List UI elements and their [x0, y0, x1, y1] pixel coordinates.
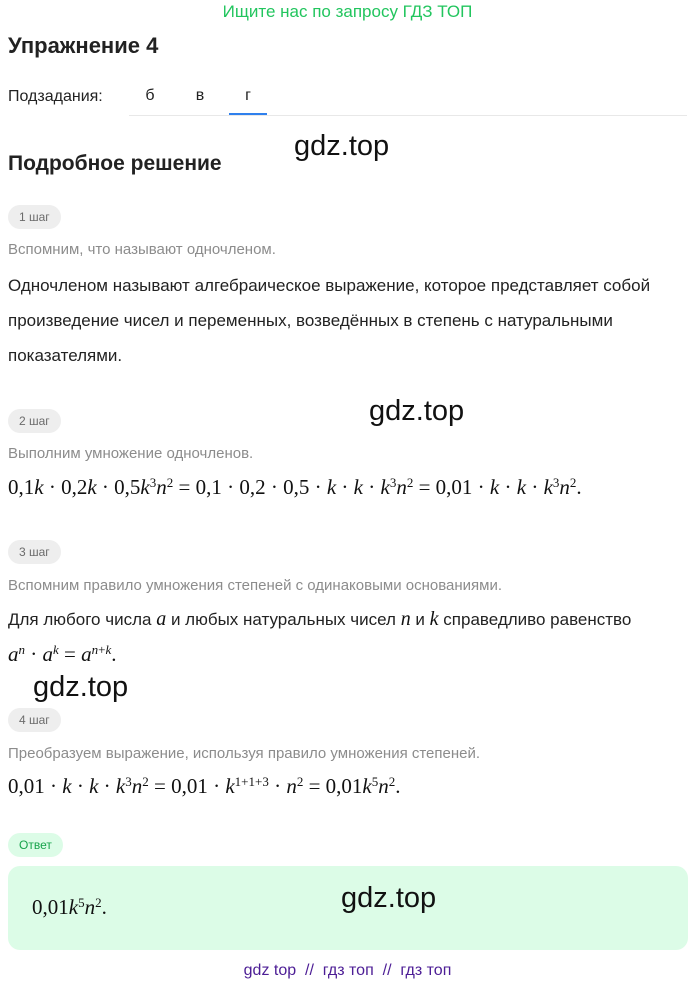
search-banner: Ищите нас по запросу ГДЗ ТОП: [222, 2, 473, 21]
step-hint: Вспомним правило умножения степеней с одинаковыми основаниями.: [8, 577, 502, 594]
answer-value: $0,01k^5n^2$.: [32, 894, 107, 919]
watermark: gdz.top: [33, 671, 129, 703]
step-badge: 3 шаг: [8, 540, 61, 564]
multiplication-formula: $0,1k \cdot 0,2k \cdot 0,5k^3n^2 = 0,1 \cdot 0,2 \cdot 0,5 \cdot k \cdot k \cdot k^3n^2 = 0,01 \cdot k \cdot k \cdot k^3n^2$.: [8, 474, 582, 499]
step-hint: Выполним умножение одночленов.: [8, 445, 254, 462]
step-badge: 2 шаг: [8, 409, 61, 433]
active-tab-indicator: [229, 113, 267, 115]
step-text: Одночленом называют алгебраическое выражение, которое представляет собой произведение чисел и переменных, возведённых в степень с натуральными показателями.: [8, 276, 651, 365]
tabs-divider: [129, 115, 687, 116]
step-hint: Преобразуем выражение, используя правило умножения степеней.: [8, 745, 481, 762]
watermark: gdz.top: [341, 882, 437, 914]
rule-text: Для любого числа a и любых натуральных чисел n и k справедливо равенство: [8, 608, 632, 630]
solution-heading: Подробное решение: [8, 152, 222, 175]
subtask-tab-v[interactable]: в: [195, 87, 205, 104]
subtask-tab-g-active[interactable]: г: [245, 87, 251, 104]
step-hint: Вспомним, что называют одночленом.: [8, 241, 276, 258]
footer-links[interactable]: gdz top // гдз топ // гдз топ: [243, 962, 452, 979]
watermark: gdz.top: [294, 130, 390, 162]
answer-badge: Ответ: [8, 833, 63, 857]
step-badge: 4 шаг: [8, 708, 61, 732]
step-badge: 1 шаг: [8, 205, 61, 229]
subtasks-label: Подзадания:: [8, 88, 103, 105]
power-rule-formula: $a^n \cdot a^k = a^{n+k}$.: [8, 641, 117, 666]
watermark: gdz.top: [369, 395, 465, 427]
subtask-tab-b[interactable]: б: [145, 87, 155, 104]
power-simplification-formula: $0,01 \cdot k \cdot k \cdot k^3n^2 = 0,01 \cdot k^{1+1+3} \cdot n^2 = 0,01k^5n^2$.: [8, 773, 401, 798]
page-title: Упражнение 4: [8, 33, 159, 58]
